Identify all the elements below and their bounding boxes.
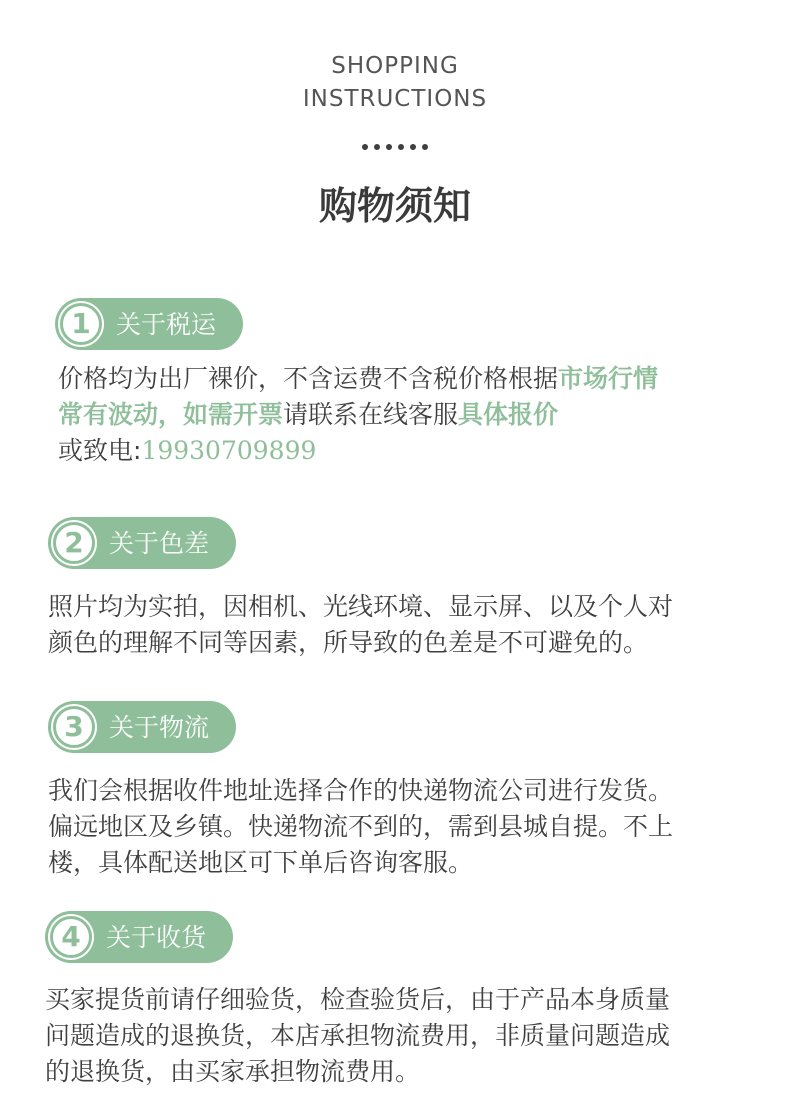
section-4-line-2: 问题造成的退换货，本店承担物流费用，非质量问题造成 <box>45 1021 671 1050</box>
section-4-header <box>45 911 233 963</box>
header-english-line2: INSTRUCTIONS <box>302 86 488 112</box>
section-2-line-1: 照片均为实拍，因相机、光线环境、显示屏、以及个人对 <box>48 592 674 621</box>
section-2-header <box>48 517 236 569</box>
section-2-text <box>48 589 673 661</box>
section-4-number: 4 <box>50 916 92 958</box>
section-1-highlight-market: 市场行情 <box>558 364 659 393</box>
decorative-dots <box>0 144 790 150</box>
section-1-label: 关于税运 <box>116 309 217 339</box>
section-1-line-2 <box>58 397 658 433</box>
section-4-line-3: 的退换货，由买家承担物流费用。 <box>45 1057 421 1086</box>
section-1-text-call: 或致电: <box>58 436 142 465</box>
section-1-highlight-invoice: 常有波动，如需开票 <box>58 400 284 429</box>
section-1-highlight-quote: 具体报价 <box>458 400 559 429</box>
section-3-header <box>48 701 236 753</box>
section-3-line-3: 楼，具体配送地区可下单后咨询客服。 <box>48 848 474 877</box>
section-1-line-1 <box>58 361 658 397</box>
section-2-label: 关于色差 <box>109 528 210 558</box>
section-4-text <box>45 982 670 1090</box>
section-3-number: 3 <box>53 706 95 748</box>
section-1-header <box>55 298 243 350</box>
section-1-text-contact: 请联系在线客服 <box>283 400 459 429</box>
section-1-text-plain: 价格均为出厂裸价，不含运费不含税价格根据 <box>58 364 559 393</box>
section-3-label: 关于物流 <box>109 712 210 742</box>
phone-number: 19930709899 <box>141 436 317 465</box>
page-title: 购物须知 <box>318 184 471 228</box>
section-1-text <box>58 361 658 469</box>
section-4-label: 关于收货 <box>106 922 207 952</box>
header-english-line1: SHOPPING <box>331 53 459 79</box>
section-4-line-1: 买家提货前请仔细验货，检查验货后，由于产品本身质量 <box>45 985 671 1014</box>
section-2-number: 2 <box>53 522 95 564</box>
section-1-line-3 <box>58 433 658 469</box>
section-3-text <box>48 773 673 881</box>
section-1-number: 1 <box>60 303 102 345</box>
section-2-line-2: 颜色的理解不同等因素，所导致的色差是不可避免的。 <box>48 628 649 657</box>
section-3-line-2: 偏远地区及乡镇。快递物流不到的，需到县城自提。不上 <box>48 812 674 841</box>
section-3-line-1: 我们会根据收件地址选择合作的快递物流公司进行发货。 <box>48 776 674 805</box>
